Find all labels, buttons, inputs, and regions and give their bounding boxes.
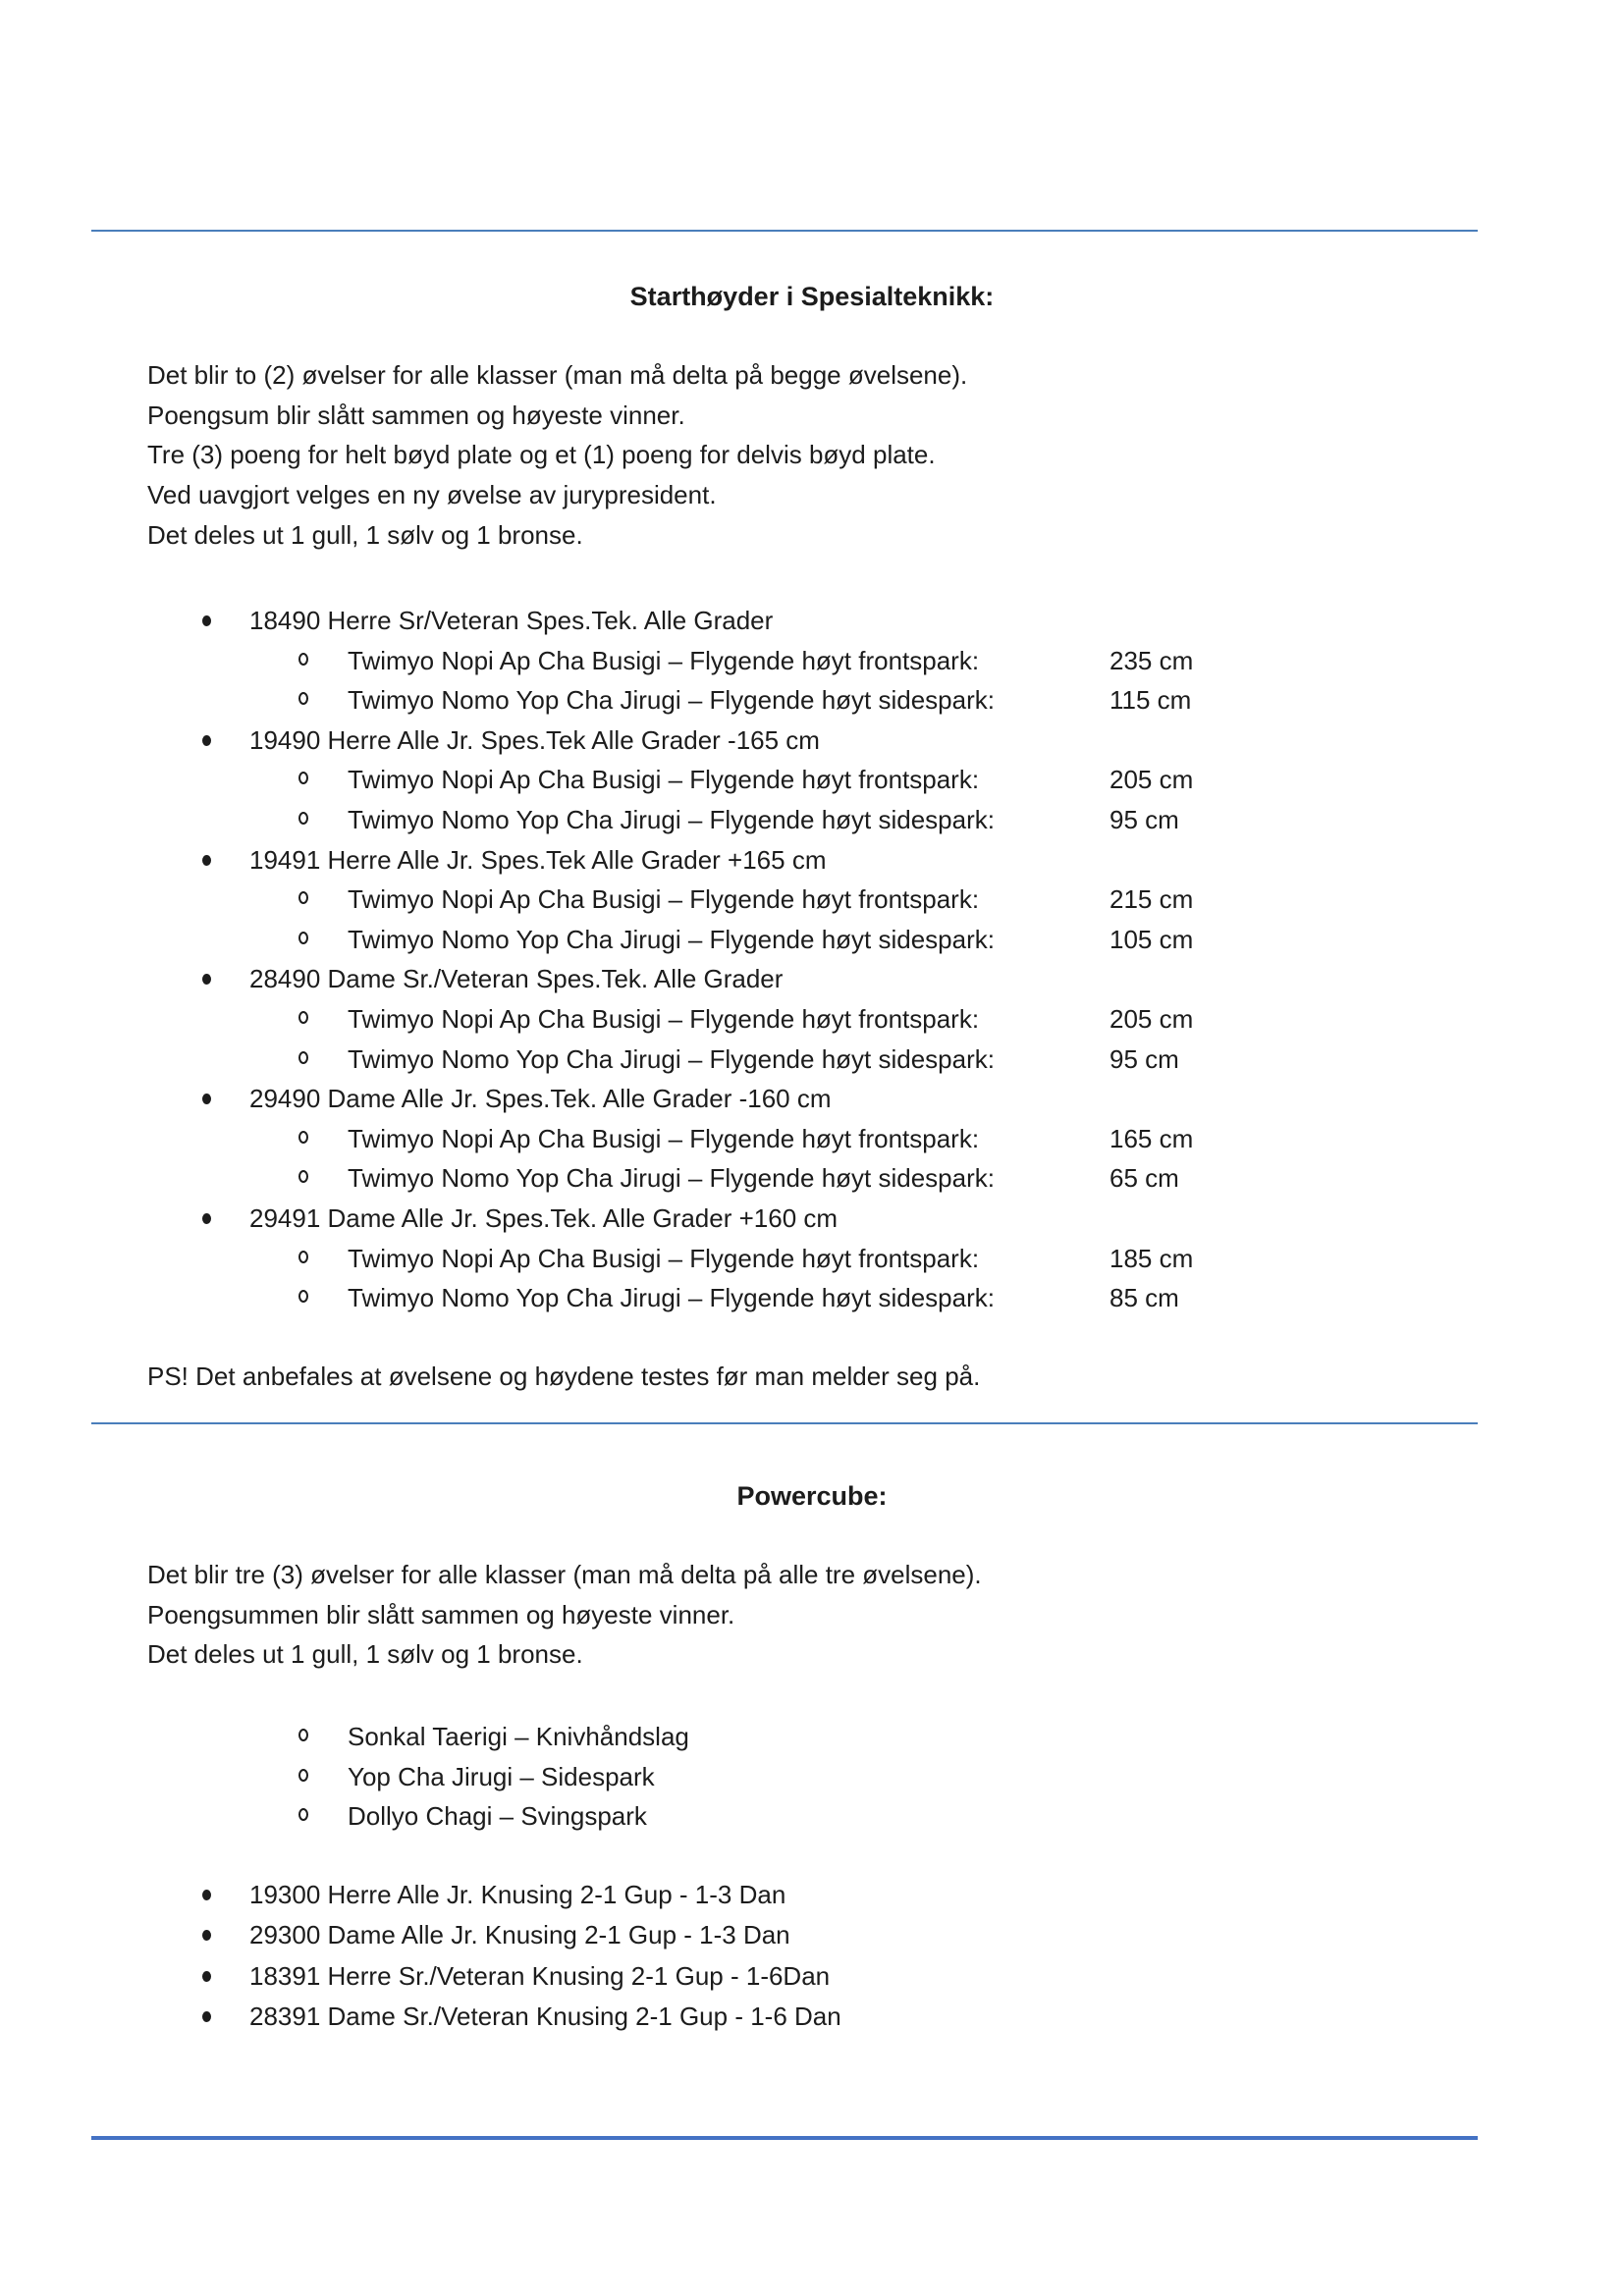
technique-height: 215 cm: [1110, 884, 1194, 915]
intro-line: Det deles ut 1 gull, 1 sølv og 1 bronse.: [147, 519, 583, 550]
intro-line: Det blir to (2) øvelser for alle klasser (man må delta på begge øvelsene).: [147, 360, 968, 390]
section1-intro: [147, 355, 1502, 555]
bullet-icon: [202, 2011, 211, 2022]
technique-height: 95 cm: [1110, 1043, 1179, 1074]
bullet-icon: [202, 1094, 211, 1104]
event-item: [147, 1915, 1542, 1955]
circle-bullet-icon: [298, 1011, 308, 1024]
bullet-icon: [202, 1213, 211, 1224]
technique-label: Sonkal Taerigi – Knivhåndslag: [348, 1722, 689, 1751]
technique-row: [147, 641, 1542, 681]
technique-height: 95 cm: [1110, 804, 1179, 834]
technique-row: [147, 1796, 1542, 1837]
technique-height: 205 cm: [1110, 1003, 1194, 1034]
event-name: 19491 Herre Alle Jr. Spes.Tek Alle Grader +165 cm: [249, 844, 827, 875]
intro-line: Det blir tre (3) øvelser for alle klasser (man må delta på alle tre øvelsene).: [147, 1560, 982, 1589]
event-item: [147, 1956, 1542, 1997]
bullet-icon: [202, 1890, 211, 1900]
technique-label: Dollyo Chagi – Svingspark: [348, 1801, 647, 1832]
event-name: 28391 Dame Sr./Veteran Knusing 2-1 Gup - 1-6 Dan: [249, 2001, 841, 2031]
technique-label: Twimyo Nopi Ap Cha Busigi – Flygende høyt frontspark:: [348, 884, 980, 915]
event-item: [147, 1079, 1542, 1119]
technique-height: 185 cm: [1110, 1243, 1194, 1273]
technique-row: [147, 1717, 1542, 1757]
technique-label: Twimyo Nopi Ap Cha Busigi – Flygende høyt frontspark:: [348, 1003, 980, 1034]
bullet-icon: [202, 974, 211, 985]
circle-bullet-icon: [298, 1769, 308, 1782]
technique-label: Twimyo Nomo Yop Cha Jirugi – Flygende høyt sidespark:: [348, 924, 995, 954]
intro-line: Det deles ut 1 gull, 1 sølv og 1 bronse.: [147, 1639, 583, 1670]
circle-bullet-icon: [298, 1808, 308, 1821]
technique-label: Twimyo Nomo Yop Cha Jirugi – Flygende høyt sidespark:: [348, 1043, 995, 1074]
technique-label: Yop Cha Jirugi – Sidespark: [348, 1761, 655, 1791]
technique-row: [147, 680, 1542, 721]
bullet-icon: [202, 615, 211, 626]
section2-intro: [147, 1555, 1502, 1675]
event-item: [147, 840, 1542, 881]
circle-bullet-icon: [298, 1290, 308, 1303]
technique-row: [147, 1239, 1542, 1279]
powercube-events-list: [147, 1875, 1542, 2037]
technique-label: Twimyo Nopi Ap Cha Busigi – Flygende høyt frontspark:: [348, 1123, 980, 1153]
technique-height: 235 cm: [1110, 645, 1194, 675]
circle-bullet-icon: [298, 692, 308, 705]
bullet-icon: [202, 1971, 211, 1982]
technique-height: 165 cm: [1110, 1123, 1194, 1153]
technique-height: 205 cm: [1110, 765, 1194, 795]
technique-label: Twimyo Nopi Ap Cha Busigi – Flygende høyt frontspark:: [348, 1243, 980, 1273]
intro-line: Poengsum blir slått sammen og høyeste vinner.: [147, 400, 685, 430]
ps-note: PS! Det anbefales at øvelsene og høydene testes før man melder seg på.: [147, 1362, 981, 1391]
start-heights-list: [147, 601, 1542, 1318]
event-name: 18490 Herre Sr/Veteran Spes.Tek. Alle Grader: [249, 606, 774, 635]
technique-row: [147, 880, 1542, 920]
technique-row: [147, 999, 1542, 1040]
event-item: [147, 601, 1542, 641]
event-name: 28490 Dame Sr./Veteran Spes.Tek. Alle Grader: [249, 964, 784, 994]
circle-bullet-icon: [298, 653, 308, 666]
event-item: [147, 1997, 1542, 2037]
technique-row: [147, 1158, 1542, 1199]
event-name: 19490 Herre Alle Jr. Spes.Tek Alle Grader -165 cm: [249, 724, 820, 755]
event-item: [147, 1199, 1542, 1239]
intro-line: Tre (3) poeng for helt bøyd plate og et (1) poeng for delvis bøyd plate.: [147, 440, 936, 470]
technique-row: [147, 1040, 1542, 1080]
technique-row: [147, 760, 1542, 800]
circle-bullet-icon: [298, 1729, 308, 1741]
technique-row: [147, 920, 1542, 960]
section-divider-bottom: [91, 2136, 1478, 2140]
technique-row: [147, 800, 1542, 840]
event-item: [147, 959, 1542, 999]
technique-height: 65 cm: [1110, 1163, 1179, 1194]
technique-label: Twimyo Nomo Yop Cha Jirugi – Flygende høyt sidespark:: [348, 804, 995, 834]
event-item: [147, 1875, 1542, 1915]
powercube-techniques-list: [147, 1717, 1542, 1837]
intro-line: Ved uavgjort velges en ny øvelse av jurypresident.: [147, 480, 717, 510]
event-name: 18391 Herre Sr./Veteran Knusing 2-1 Gup - 1-6Dan: [249, 1960, 831, 1991]
section-divider-middle: [91, 1422, 1478, 1424]
technique-label: Twimyo Nomo Yop Cha Jirugi – Flygende høyt sidespark:: [348, 1283, 995, 1313]
section-divider-top: [91, 230, 1478, 232]
bullet-icon: [202, 855, 211, 866]
technique-height: 105 cm: [1110, 924, 1194, 954]
circle-bullet-icon: [298, 1051, 308, 1064]
technique-height: 85 cm: [1110, 1283, 1179, 1313]
event-item: [147, 721, 1542, 761]
bullet-icon: [202, 1930, 211, 1941]
technique-label: Twimyo Nomo Yop Cha Jirugi – Flygende høyt sidespark:: [348, 685, 995, 716]
circle-bullet-icon: [298, 772, 308, 784]
section2-title: Powercube:: [736, 1481, 888, 1511]
technique-label: Twimyo Nopi Ap Cha Busigi – Flygende høyt frontspark:: [348, 765, 980, 795]
event-name: 29490 Dame Alle Jr. Spes.Tek. Alle Grader -160 cm: [249, 1084, 832, 1114]
technique-label: Twimyo Nopi Ap Cha Busigi – Flygende høyt frontspark:: [348, 645, 980, 675]
technique-label: Twimyo Nomo Yop Cha Jirugi – Flygende høyt sidespark:: [348, 1163, 995, 1194]
event-name: 19300 Herre Alle Jr. Knusing 2-1 Gup - 1-3 Dan: [249, 1880, 786, 1909]
technique-row: [147, 1757, 1542, 1797]
circle-bullet-icon: [298, 1131, 308, 1144]
circle-bullet-icon: [298, 1170, 308, 1183]
technique-row: [147, 1278, 1542, 1318]
circle-bullet-icon: [298, 1251, 308, 1263]
bullet-icon: [202, 735, 211, 746]
event-name: 29300 Dame Alle Jr. Knusing 2-1 Gup - 1-3 Dan: [249, 1920, 790, 1950]
circle-bullet-icon: [298, 812, 308, 825]
section1-title: Starthøyder i Spesialteknikk:: [629, 282, 995, 311]
circle-bullet-icon: [298, 932, 308, 944]
circle-bullet-icon: [298, 891, 308, 904]
event-name: 29491 Dame Alle Jr. Spes.Tek. Alle Grader +160 cm: [249, 1202, 839, 1233]
intro-line: Poengsummen blir slått sammen og høyeste vinner.: [147, 1599, 735, 1629]
technique-height: 115 cm: [1110, 685, 1192, 716]
technique-row: [147, 1119, 1542, 1159]
